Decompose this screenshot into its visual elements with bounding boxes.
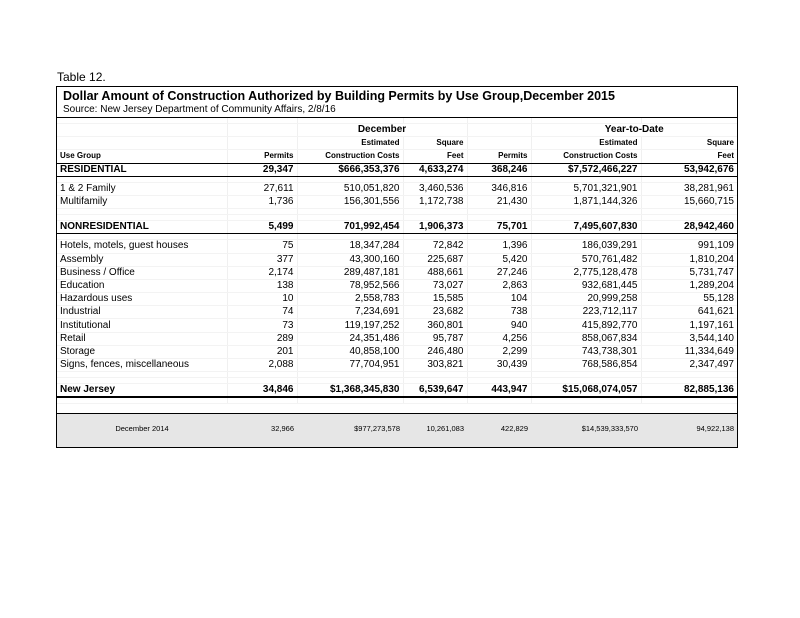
cell-month-sqft: 246,480 [403,345,467,358]
hdr-permits-month: Permits [227,150,297,163]
hdr-feet-ytd: Feet [641,150,737,163]
cell-use-group: Storage [57,345,227,358]
spacer-cell [531,397,641,404]
period-ytd: Year-to-Date [531,124,737,137]
cell-month-permits: 138 [227,279,297,292]
cell-ytd-sqft: 11,334,649 [641,345,737,358]
cell-month-cost: 156,301,556 [297,195,403,208]
cell-ytd-sqft: 15,660,715 [641,195,737,208]
cell-ytd-cost: 20,999,258 [531,293,641,306]
cell-ytd-cost: 768,586,854 [531,359,641,372]
table-row [57,384,737,398]
cell-month-permits: 74 [227,306,297,319]
source-note: Source: New Jersey Department of Community Affairs, 2/8/16 [63,104,336,115]
cell-month-permits: 27,611 [227,182,297,195]
comparison-band [57,413,737,448]
cell-month-permits: 73 [227,319,297,332]
permits-table [57,118,737,404]
hdr-feet-month: Feet [403,150,467,163]
cell-month-sqft: 6,539,647 [403,384,467,398]
cell-month-permits: 5,499 [227,221,297,234]
table-row [57,345,737,358]
cell-month-sqft: 303,821 [403,359,467,372]
cell-month-permits: 1,736 [227,195,297,208]
cell-use-group: Industrial [57,306,227,319]
cell-ytd-sqft: 641,621 [641,306,737,319]
cell-month-cost: 78,952,566 [297,279,403,292]
cell-month-sqft: 15,585 [403,293,467,306]
cell-month-cost: 43,300,160 [297,253,403,266]
table-row [57,293,737,306]
comparison-ytd-sqft: 94,922,138 [696,424,734,433]
cell-ytd-sqft: 1,810,204 [641,253,737,266]
comparison-ytd-permits: 422,829 [500,424,528,433]
cell-ytd-cost: $7,572,466,227 [531,163,641,176]
cell-ytd-sqft: 1,289,204 [641,279,737,292]
cell-ytd-sqft: 38,281,961 [641,182,737,195]
cell-month-cost: 77,704,951 [297,359,403,372]
cell-use-group: Institutional [57,319,227,332]
hdr-permits-ytd: Permits [467,150,531,163]
comparison-ytd-cost: $14,539,333,570 [581,424,638,433]
title-box [57,87,737,118]
table-row [57,182,737,195]
table-row [57,266,737,279]
cell-month-sqft: 4,633,274 [403,163,467,176]
hdr-square-month: Square [403,137,467,150]
cell-month-sqft: 73,027 [403,279,467,292]
cell-ytd-permits: 346,816 [467,182,531,195]
cell-month-cost: 18,347,284 [297,240,403,253]
spacer-cell [467,397,531,404]
spacer-cell [297,397,403,404]
cell-ytd-permits: 2,863 [467,279,531,292]
cell-ytd-sqft: 5,731,747 [641,266,737,279]
cell-use-group: New Jersey [57,384,227,398]
cell-ytd-permits: 2,299 [467,345,531,358]
cell-ytd-sqft: 3,544,140 [641,332,737,345]
spacer-cell [227,397,297,404]
cell-month-cost: 701,992,454 [297,221,403,234]
cell-ytd-permits: 1,396 [467,240,531,253]
comparison-month-sqft: 10,261,083 [426,424,464,433]
cell-month-sqft: 23,682 [403,306,467,319]
cell-ytd-permits: 940 [467,319,531,332]
table-row [57,240,737,253]
table-label: Table 12. [57,70,106,84]
cell-use-group: 1 & 2 Family [57,182,227,195]
cell-month-permits: 289 [227,332,297,345]
cell-use-group: RESIDENTIAL [57,163,227,176]
spacer-cell [403,397,467,404]
cell-month-cost: 40,858,100 [297,345,403,358]
cell-ytd-sqft: 55,128 [641,293,737,306]
cell-ytd-permits: 21,430 [467,195,531,208]
cell-month-sqft: 72,842 [403,240,467,253]
cell-month-cost: 2,558,783 [297,293,403,306]
cell-ytd-permits: 27,246 [467,266,531,279]
header-top-row [57,137,737,150]
comparison-month-cost: $977,273,578 [354,424,400,433]
cell-use-group: NONRESIDENTIAL [57,221,227,234]
cell-ytd-permits: 104 [467,293,531,306]
cell-ytd-cost: 186,039,291 [531,240,641,253]
cell-ytd-sqft: 53,942,676 [641,163,737,176]
cell-month-sqft: 3,460,536 [403,182,467,195]
cell-use-group: Hazardous uses [57,293,227,306]
cell-ytd-permits: 738 [467,306,531,319]
comparison-month-permits: 32,966 [271,424,294,433]
cell-use-group: Hotels, motels, guest houses [57,240,227,253]
cell-use-group: Education [57,279,227,292]
table-row [57,319,737,332]
table-row [57,279,737,292]
cell-month-cost: $666,353,376 [297,163,403,176]
comparison-row [57,414,737,444]
table-row [57,221,737,234]
cell-ytd-permits: 4,256 [467,332,531,345]
cell-ytd-permits: 5,420 [467,253,531,266]
header-bottom-row [57,150,737,163]
spacer-row [57,397,737,404]
hdr-use-group: Use Group [57,150,227,163]
cell-month-permits: 2,088 [227,359,297,372]
spacer-cell [641,397,737,404]
cell-ytd-sqft: 28,942,460 [641,221,737,234]
cell-month-permits: 10 [227,293,297,306]
cell-ytd-permits: 75,701 [467,221,531,234]
cell-ytd-cost: 858,067,834 [531,332,641,345]
cell-ytd-cost: 223,712,117 [531,306,641,319]
cell-ytd-sqft: 82,885,136 [641,384,737,398]
spacer-cell [57,397,227,404]
cell-month-permits: 201 [227,345,297,358]
cell-month-cost: 24,351,486 [297,332,403,345]
cell-ytd-cost: 2,775,128,478 [531,266,641,279]
table-row [57,163,737,176]
cell-month-cost: 119,197,252 [297,319,403,332]
cell-month-sqft: 1,172,738 [403,195,467,208]
hdr-estimated-month: Estimated [297,137,403,150]
cell-ytd-sqft: 2,347,497 [641,359,737,372]
table-row [57,306,737,319]
cell-ytd-permits: 443,947 [467,384,531,398]
report-table-frame [56,86,738,448]
period-header-row [57,124,737,137]
cell-use-group: Assembly [57,253,227,266]
cell-ytd-cost: 932,681,445 [531,279,641,292]
cell-month-permits: 75 [227,240,297,253]
cell-month-cost: $1,368,345,830 [297,384,403,398]
cell-month-cost: 7,234,691 [297,306,403,319]
cell-ytd-permits: 368,246 [467,163,531,176]
cell-ytd-sqft: 991,109 [641,240,737,253]
hdr-costs-month: Construction Costs [297,150,403,163]
hdr-estimated-ytd: Estimated [531,137,641,150]
hdr-costs-ytd: Construction Costs [531,150,641,163]
cell-ytd-cost: $15,068,074,057 [531,384,641,398]
table-row [57,332,737,345]
table-row [57,359,737,372]
cell-ytd-permits: 30,439 [467,359,531,372]
cell-ytd-cost: 1,871,144,326 [531,195,641,208]
cell-ytd-sqft: 1,197,161 [641,319,737,332]
report-title: Dollar Amount of Construction Authorized by Building Permits by Use Group,December 2015 [63,89,615,103]
comparison-table [57,414,737,444]
cell-ytd-cost: 743,738,301 [531,345,641,358]
cell-month-permits: 2,174 [227,266,297,279]
period-month: December [297,124,467,137]
table-row [57,253,737,266]
cell-month-sqft: 225,687 [403,253,467,266]
cell-ytd-cost: 415,892,770 [531,319,641,332]
cell-month-cost: 289,487,181 [297,266,403,279]
cell-month-sqft: 360,801 [403,319,467,332]
cell-month-sqft: 1,906,373 [403,221,467,234]
cell-month-permits: 34,846 [227,384,297,398]
cell-month-permits: 377 [227,253,297,266]
hdr-square-ytd: Square [641,137,737,150]
cell-use-group: Multifamily [57,195,227,208]
cell-use-group: Retail [57,332,227,345]
table-row [57,195,737,208]
cell-month-sqft: 95,787 [403,332,467,345]
cell-month-cost: 510,051,820 [297,182,403,195]
cell-month-permits: 29,347 [227,163,297,176]
cell-ytd-cost: 570,761,482 [531,253,641,266]
cell-use-group: Business / Office [57,266,227,279]
cell-month-sqft: 488,661 [403,266,467,279]
cell-use-group: Signs, fences, miscellaneous [57,359,227,372]
cell-ytd-cost: 7,495,607,830 [531,221,641,234]
comparison-label: December 2014 [115,424,169,433]
cell-ytd-cost: 5,701,321,901 [531,182,641,195]
